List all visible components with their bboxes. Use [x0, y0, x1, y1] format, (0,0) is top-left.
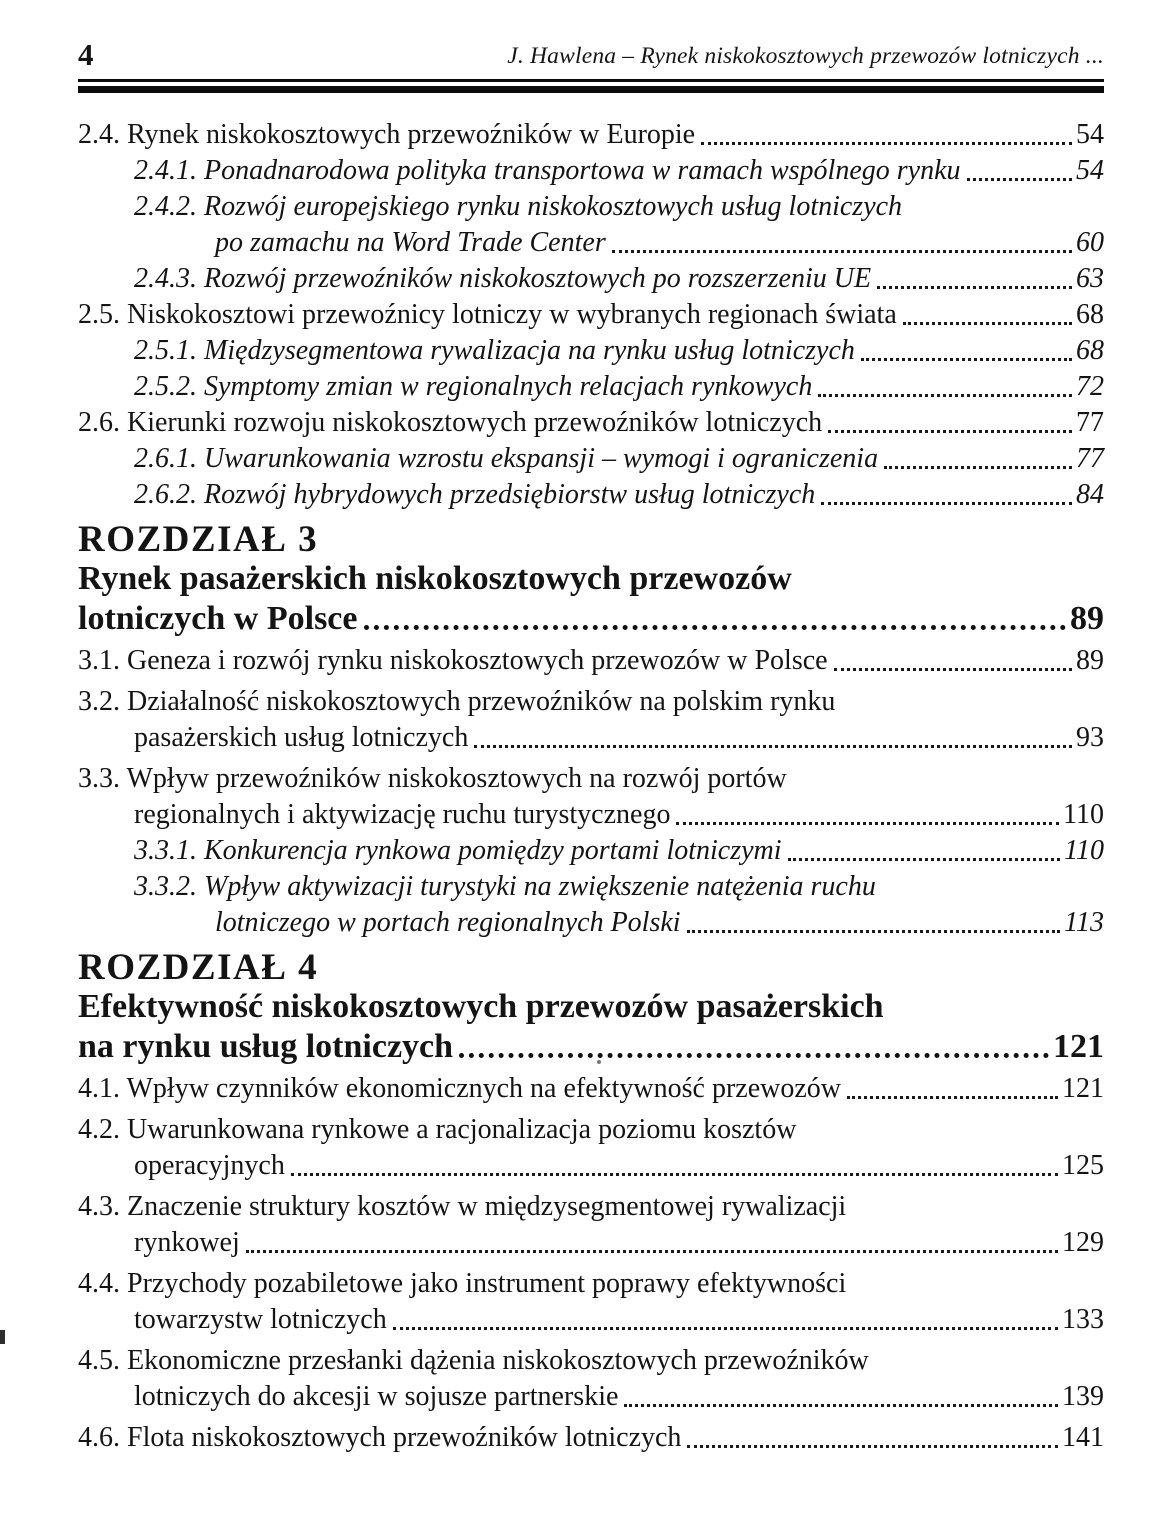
- toc-page-number: 110: [1063, 799, 1104, 830]
- toc-page-number: 89: [1070, 600, 1104, 637]
- toc-entry-text: 4.5. Ekonomiczne przesłanki dążenia niskokosztowych przewoźników: [78, 1345, 869, 1376]
- toc-entry-text: 4.2. Uwarunkowana rynkowe a racjonalizacja poziomu kosztów: [78, 1114, 797, 1145]
- toc-entry-text: 2.4.3. Rozwój przewoźników niskokosztowych po rozszerzeniu UE: [134, 263, 872, 294]
- toc-entry: [78, 261, 1104, 297]
- scan-speck: [597, 1060, 601, 1064]
- toc-page-number: 113: [1064, 907, 1104, 938]
- dot-leader: [701, 142, 1072, 145]
- toc-entry-line: [134, 441, 1104, 477]
- toc-entry-text: 2.4.2. Rozwój europejskiego rynku niskokosztowych usług lotniczych: [134, 191, 903, 222]
- toc-page-number: 63: [1076, 263, 1104, 294]
- toc-entry: [78, 1189, 1104, 1261]
- dot-leader: [818, 394, 1072, 397]
- dot-leader: [847, 1096, 1058, 1099]
- toc-entry: [78, 761, 1104, 833]
- toc-entry-text: 2.4.1. Ponadnarodowa polityka transportowa w ramach wspólnego rynku: [134, 155, 961, 186]
- dot-leader: [364, 625, 1067, 630]
- toc-entry-text: 2.5. Niskokosztowi przewoźnicy lotniczy w wybranych regionach świata: [78, 299, 897, 330]
- dot-leader: [676, 822, 1059, 825]
- toc-entry: [78, 1112, 1104, 1184]
- chapter-title-line: [78, 559, 1104, 599]
- toc-page-number: 68: [1076, 335, 1104, 366]
- toc-entry-line: [78, 1189, 1104, 1225]
- toc-entry-text: 2.5.1. Międzysegmentowa rywalizacja na rynku usług lotniczych: [134, 335, 855, 366]
- toc-entry-line: [134, 720, 1104, 756]
- toc-page-number: 129: [1062, 1227, 1104, 1258]
- toc-entry-line: [78, 1266, 1104, 1302]
- toc-entry: [78, 1071, 1104, 1107]
- chapter-heading: ROZDZIAŁ 3: [78, 519, 319, 560]
- toc-page-number: 125: [1062, 1150, 1104, 1181]
- toc-entry-line: [78, 1112, 1104, 1148]
- dot-leader: [474, 745, 1072, 748]
- toc-entry: [78, 1343, 1104, 1415]
- toc-entry-line: [134, 869, 1104, 905]
- dot-leader: [624, 1404, 1058, 1407]
- toc-page-number: 77: [1076, 443, 1104, 474]
- toc-entry-line: [134, 153, 1104, 189]
- toc-entry-line: [134, 797, 1104, 833]
- dot-leader: [903, 322, 1072, 325]
- dot-leader: [828, 430, 1072, 433]
- toc-entry-text: po zamachu na Word Trade Center: [215, 227, 606, 258]
- chapter-heading: ROZDZIAŁ 4: [78, 947, 319, 988]
- toc-page-number: 54: [1076, 155, 1104, 186]
- toc-entry-line: [78, 1071, 1104, 1107]
- toc-entry-text: towarzystw lotniczych: [134, 1304, 387, 1335]
- dot-leader: [861, 358, 1072, 361]
- toc-entry-line: [134, 1379, 1104, 1415]
- toc-entry: [78, 153, 1104, 189]
- dot-leader: [291, 1173, 1058, 1176]
- toc-entry-text: 4.1. Wpływ czynników ekonomicznych na efektywność przewozów: [78, 1073, 842, 1104]
- toc-page-number: 72: [1076, 371, 1104, 402]
- dot-leader: [687, 930, 1061, 933]
- toc-entry-line: [78, 643, 1104, 679]
- toc-page-number: 68: [1076, 299, 1104, 330]
- page-number: 4: [78, 37, 94, 72]
- toc-entry: [78, 333, 1104, 369]
- header-double-rule: [78, 79, 1104, 93]
- toc-entry-text: lotniczego w portach regionalnych Polski: [215, 907, 681, 938]
- toc-entry: [78, 189, 1104, 261]
- dot-leader: [877, 286, 1072, 289]
- toc-entry-text: 3.3.2. Wpływ aktywizacji turystyki na zwiększenie natężenia ruchu: [134, 871, 876, 902]
- dot-leader: [687, 1445, 1058, 1448]
- toc-entry-line: [215, 225, 1104, 261]
- toc-page-number: 141: [1062, 1422, 1104, 1453]
- toc-entry: [78, 117, 1104, 153]
- toc-entry: [78, 643, 1104, 679]
- dot-leader: [246, 1250, 1058, 1253]
- toc-entry: [78, 1266, 1104, 1338]
- dot-leader: [821, 502, 1072, 505]
- toc-entry-text: 2.6.2. Rozwój hybrydowych przedsiębiorstw usług lotniczych: [134, 479, 816, 510]
- toc-entry: [78, 869, 1104, 941]
- toc-entry-line: [215, 905, 1104, 941]
- toc-entry-text: 3.2. Działalność niskokosztowych przewoźników na polskim rynku: [78, 686, 836, 717]
- toc-entry-text: 4.6. Flota niskokosztowych przewoźników lotniczych: [78, 1422, 682, 1453]
- toc-page-number: 60: [1076, 227, 1104, 258]
- toc-entry-text: operacyjnych: [134, 1150, 285, 1181]
- chapter-title-text: Efektywność niskokosztowych przewozów pasażerskich: [78, 988, 884, 1025]
- toc-entry-line: [134, 261, 1104, 297]
- toc-list: [78, 117, 1104, 1456]
- toc-page-number: 121: [1062, 1073, 1104, 1104]
- chapter-title-line: [78, 1027, 1104, 1067]
- toc-page-number: 89: [1076, 645, 1104, 676]
- toc-entry-line: [134, 189, 1104, 225]
- toc-page-number: 121: [1053, 1028, 1104, 1065]
- toc-entry: [78, 369, 1104, 405]
- toc-entry-line: [78, 297, 1104, 333]
- dot-leader: [834, 668, 1072, 671]
- toc-entry-text: lotniczych do akcesji w sojusze partnerskie: [134, 1381, 619, 1412]
- toc-entry-text: 3.1. Geneza i rozwój rynku niskokosztowych przewozów w Polsce: [78, 645, 828, 676]
- toc-entry-line: [134, 833, 1104, 869]
- toc-entry-text: 4.3. Znaczenie struktury kosztów w międzysegmentowej rywalizacji: [78, 1191, 847, 1222]
- toc-entry-line: [78, 761, 1104, 797]
- toc-entry-line: [78, 1343, 1104, 1379]
- toc-entry: [78, 1420, 1104, 1456]
- toc-entry-line: [78, 684, 1104, 720]
- toc-page-number: 110: [1064, 835, 1104, 866]
- toc-entry: [78, 684, 1104, 756]
- toc-entry: [78, 477, 1104, 513]
- chapter-block: [78, 949, 1104, 1067]
- toc-entry-line: [134, 369, 1104, 405]
- toc-entry: [78, 441, 1104, 477]
- scan-speck: [0, 1330, 5, 1344]
- toc-page-number: 84: [1076, 479, 1104, 510]
- chapter-title-text: na rynku usług lotniczych: [78, 1028, 454, 1065]
- toc-page-number: 93: [1076, 722, 1104, 753]
- toc-entry-text: 3.3.1. Konkurencja rynkowa pomiędzy portami lotniczymi: [134, 835, 782, 866]
- toc-entry-text: rynkowej: [134, 1227, 240, 1258]
- chapter-title-text: lotniczych w Polsce: [78, 600, 358, 637]
- toc-entry: [78, 405, 1104, 441]
- toc-entry-line: [78, 1420, 1104, 1456]
- dot-leader: [884, 466, 1072, 469]
- running-title: J. Hawlena – Rynek niskokosztowych przewozów lotniczych ...: [507, 43, 1104, 69]
- chapter-block: [78, 521, 1104, 639]
- toc-entry-text: 3.3. Wpływ przewoźników niskokosztowych na rozwój portów: [78, 763, 787, 794]
- dot-leader: [612, 250, 1072, 253]
- toc-entry-line: [134, 1148, 1104, 1184]
- toc-page-number: 133: [1062, 1304, 1104, 1335]
- dot-leader: [393, 1327, 1058, 1330]
- toc-entry-text: 2.5.2. Symptomy zmian w regionalnych relacjach rynkowych: [134, 371, 813, 402]
- toc-entry-line: [78, 117, 1104, 153]
- toc-entry: [78, 297, 1104, 333]
- chapter-title-line: [78, 599, 1104, 639]
- toc-entry-text: 2.6.1. Uwarunkowania wzrostu ekspansji – wymogi i ograniczenia: [134, 443, 879, 474]
- toc-entry-text: 2.4. Rynek niskokosztowych przewoźników w Europie: [78, 119, 696, 150]
- toc-entry-text: 4.4. Przychody pozabiletowe jako instrument poprawy efektywności: [78, 1268, 847, 1299]
- running-header: [78, 38, 1104, 70]
- dot-leader: [788, 858, 1061, 861]
- chapter-title-text: Rynek pasażerskich niskokosztowych przewozów: [78, 560, 792, 597]
- toc-page-number: 54: [1076, 119, 1104, 150]
- toc-entry: [78, 833, 1104, 869]
- toc-entry-text: pasażerskich usług lotniczych: [134, 722, 469, 753]
- chapter-title-line: [78, 987, 1104, 1027]
- rule-thick-line: [78, 86, 1104, 93]
- toc-entry-line: [78, 405, 1104, 441]
- toc-page-number: 139: [1062, 1381, 1104, 1412]
- dot-leader: [967, 178, 1072, 181]
- toc-entry-text: 2.6. Kierunki rozwoju niskokosztowych przewoźników lotniczych: [78, 407, 823, 438]
- toc-entry-line: [134, 333, 1104, 369]
- toc-entry-text: regionalnych i aktywizację ruchu turystycznego: [134, 799, 671, 830]
- dot-leader: [459, 1053, 1049, 1058]
- toc-page-number: 77: [1076, 407, 1104, 438]
- toc-entry-line: [134, 1302, 1104, 1338]
- toc-entry-line: [134, 477, 1104, 513]
- toc-entry-line: [134, 1225, 1104, 1261]
